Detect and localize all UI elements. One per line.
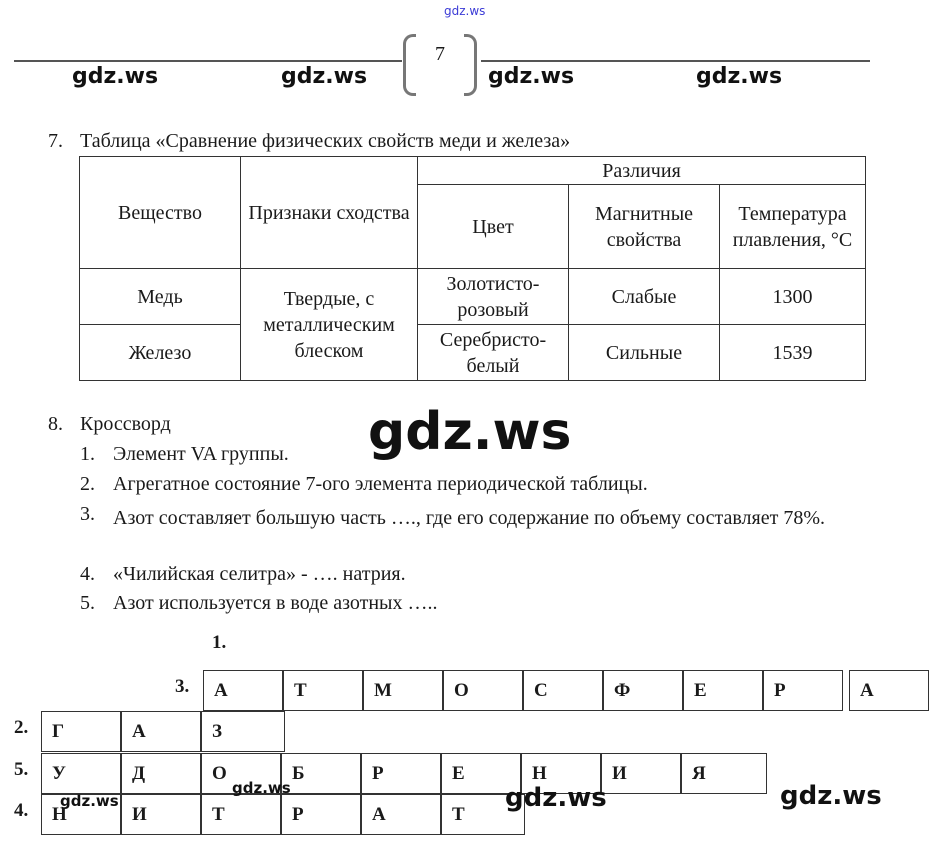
crossword-cell: С [523, 670, 603, 711]
watermark: gdz.ws [780, 781, 882, 811]
task8-title: Кроссворд [80, 413, 171, 435]
crossword-cell: Н [521, 753, 601, 794]
crossword-label: 4. [14, 800, 29, 821]
crossword-cell: Е [441, 753, 521, 794]
header-rule-left [14, 60, 402, 62]
properties-table [79, 156, 866, 381]
crossword-cell: Р [281, 794, 361, 835]
task7-number: 7. [48, 130, 63, 152]
crossword-cell: О [443, 670, 523, 711]
clue-number: 2. [80, 473, 95, 495]
task7-title: Таблица «Сравнение физических свойств меди и железа» [80, 130, 571, 152]
header-rule-right [481, 60, 870, 62]
watermark: gdz.ws [232, 779, 291, 797]
row-copper-substance: Медь [80, 269, 241, 325]
crossword-cell: Е [683, 670, 763, 711]
row-iron-color: Серебристо-белый [418, 325, 569, 381]
row-iron-substance: Железо [80, 325, 241, 381]
crossword-cell: Я [681, 753, 767, 794]
crossword-cell: З [201, 711, 285, 752]
watermark: gdz.ws [72, 64, 159, 89]
clue-text: Азот составляет большую часть …., где его содержание по объему составляет 78%. [113, 507, 826, 529]
watermark: gdz.ws [696, 64, 783, 89]
crossword-cell: Ф [603, 670, 683, 711]
top-watermark: gdz.ws [444, 4, 486, 18]
crossword-cell: Н [41, 794, 121, 835]
watermark: gdz.ws [281, 64, 368, 89]
page-number-box [403, 34, 477, 92]
crossword-cell: А [361, 794, 441, 835]
center-watermark: gdz.ws [368, 402, 572, 462]
crossword-cell: О [201, 753, 281, 794]
crossword-cell: Г [41, 711, 121, 752]
row-iron-magnetic: Сильные [569, 325, 720, 381]
crossword-cell: И [601, 753, 681, 794]
crossword-cell: Т [201, 794, 281, 835]
header-magnetic: Магнитные свойства [569, 185, 720, 269]
clue-number: 3. [80, 503, 95, 525]
task8-number: 8. [48, 413, 63, 435]
similarity-value: Твердые, с металлическим блеском [241, 269, 418, 381]
row-iron-melting: 1539 [720, 325, 866, 381]
clue-text: Агрегатное состояние 7-ого элемента периодической таблицы. [113, 473, 648, 495]
clue-text: «Чилийская селитра» - …. натрия. [113, 563, 406, 585]
header-melting: Температура плавления, °С [720, 185, 866, 269]
header-substance: Вещество [80, 157, 241, 269]
crossword-cell: Б [281, 753, 361, 794]
crossword-cell: Д [121, 753, 201, 794]
row-copper-melting: 1300 [720, 269, 866, 325]
crossword-cell: Т [441, 794, 525, 835]
crossword-cell: Р [763, 670, 843, 711]
header-differences: Различия [418, 157, 866, 185]
clue-number: 1. [80, 443, 95, 465]
watermark: gdz.ws [505, 783, 607, 813]
row-copper-color: Золотисто-розовый [418, 269, 569, 325]
crossword-cell: М [363, 670, 443, 711]
crossword-cell: Р [361, 753, 441, 794]
page-number: 7 [435, 43, 445, 65]
crossword-label: 3. [175, 676, 190, 697]
clue-text: Элемент VA группы. [113, 443, 289, 465]
header-similarity: Признаки сходства [241, 157, 418, 269]
header-color: Цвет [418, 185, 569, 269]
row-copper-magnetic: Слабые [569, 269, 720, 325]
left-bracket-icon [403, 34, 416, 96]
right-bracket-icon [464, 34, 477, 96]
clue-number: 4. [80, 563, 95, 585]
clue-number: 5. [80, 592, 95, 614]
crossword-cell: А [121, 711, 201, 752]
crossword-cell: И [121, 794, 201, 835]
watermark: gdz.ws [488, 64, 575, 89]
watermark: gdz.ws [60, 792, 119, 810]
crossword-cell: А [849, 670, 929, 711]
crossword-cell: А [203, 670, 283, 711]
crossword-label: 5. [14, 759, 29, 780]
crossword-cell: У [41, 753, 121, 794]
clue-text: Азот используется в воде азотных ….. [113, 592, 438, 614]
crossword-cell: Т [283, 670, 363, 711]
crossword-label-1: 1. [212, 632, 227, 653]
crossword-label: 2. [14, 717, 29, 738]
